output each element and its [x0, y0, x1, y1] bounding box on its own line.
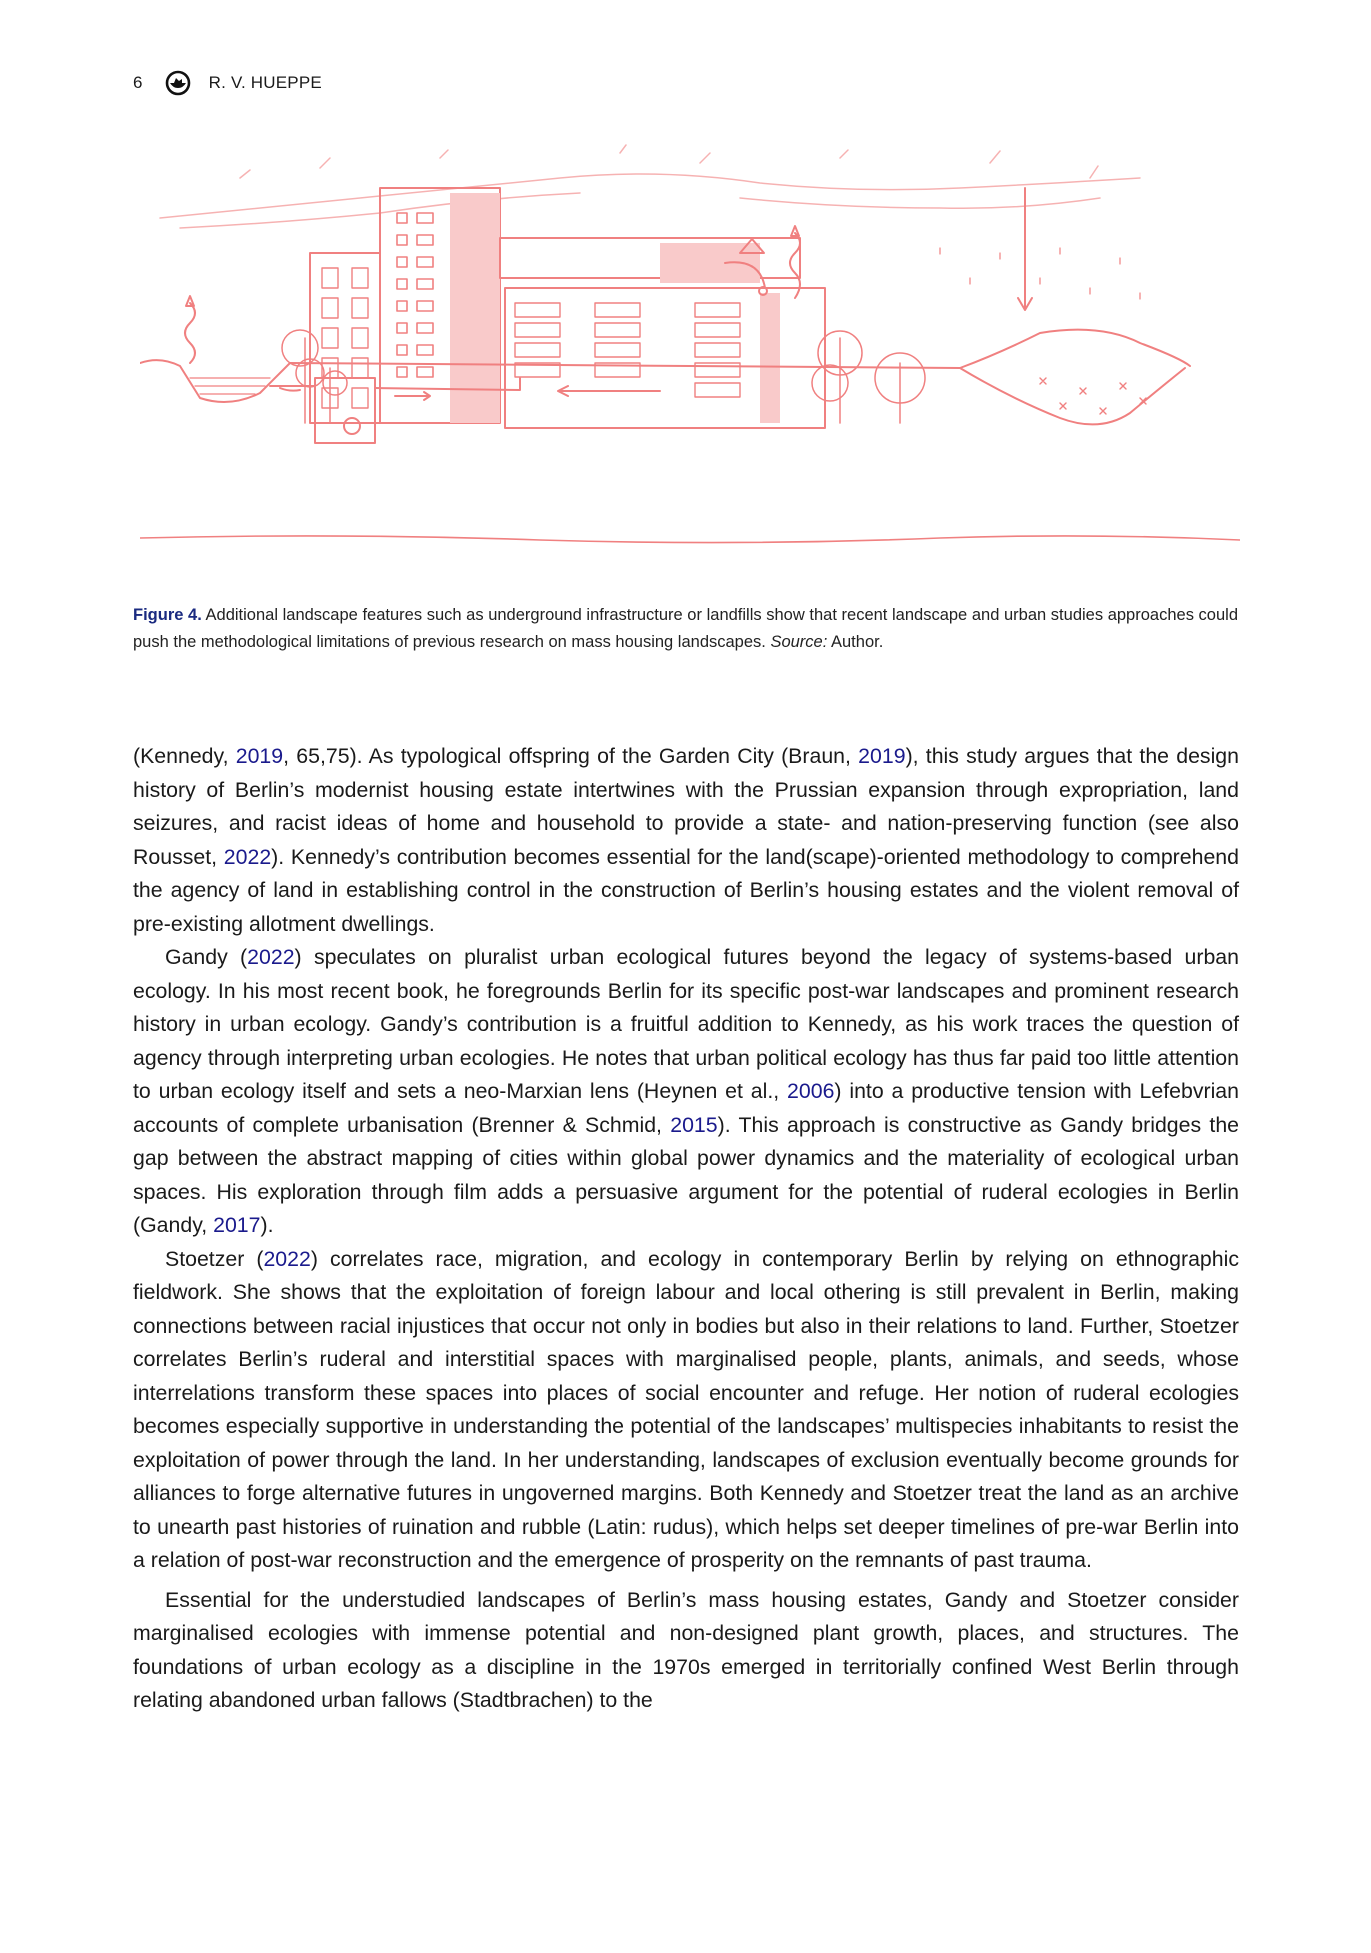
text-run: Essential for the understudied landscapes of Berlin’s mass housing estates, Gandy and Stoetzer consider marginalised ecologies with immense potential and non-designed plant growth, places, and structures. The foundations of urban ecology as a discipline in the 1970s emerged in territorially confined West Berlin through relating abandoned urban fallows (Stadtbrachen) to the	[133, 1587, 1239, 1712]
figure-caption-text: Additional landscape features such as underground infrastructure or landfills show that recent landscape and urban studies approaches could push the methodological limitations of previous research on mass housing landscapes.	[133, 606, 1239, 651]
text-run: ).	[260, 1213, 274, 1237]
body-text	[133, 740, 1239, 1718]
running-head	[133, 70, 322, 96]
citation-link-rousset-2022[interactable]: 2022	[223, 844, 272, 869]
source-label: Source:	[770, 633, 828, 651]
citation-link-gandy-2017[interactable]: 2017	[213, 1213, 261, 1237]
running-head-author: R. V. HUEPPE	[208, 73, 322, 92]
citation-link-heynen-2006[interactable]: 2006	[787, 1079, 835, 1103]
text-run: , 65,75). As typological offspring of the Garden City (Braun,	[283, 744, 859, 768]
citation-link-gandy-2022[interactable]: 2022	[247, 945, 295, 969]
text-run: ) into a productive tension with Lefebvrian accounts of complete urbanisation (Brenner & Schmid,	[133, 1079, 1239, 1137]
text-run: (Kennedy,	[133, 744, 236, 768]
text-run: Stoetzer (	[165, 1246, 264, 1271]
paragraph-3	[133, 1243, 1239, 1578]
text-run: Gandy (	[165, 945, 248, 969]
landscape-sketch-illustration	[140, 138, 1240, 568]
paragraph-2	[133, 941, 1239, 1243]
page-number: 6	[133, 73, 143, 92]
paragraph-4	[133, 1584, 1239, 1718]
citation-link-braun-2019[interactable]: 2019	[858, 744, 906, 768]
publisher-logo-icon	[165, 70, 191, 96]
figure-label: Figure 4.	[133, 606, 202, 624]
text-run: ). Kennedy’s contribution becomes essential for the land(scape)-oriented methodology to comprehend the agency of land in establishing control in the construction of Berlin’s housing estates and the violent removal of pre-existing allotment dwellings.	[133, 844, 1239, 936]
figure-4-drawing	[140, 138, 1240, 568]
text-run: ) speculates on pluralist urban ecological futures beyond the legacy of systems-based urban ecology. In his most recent book, he foregrounds Berlin for its specific post-war landscapes and prominent research history in urban ecology. Gandy’s contribution is a fruitful addition to Kennedy, as his work traces the question of agency through interpreting urban ecologies. He notes that urban political ecology has thus far paid too little attention to urban ecology itself and sets a neo-Marxian lens (Heynen et al.,	[133, 945, 1239, 1103]
citation-link-stoetzer-2022[interactable]: 2022	[263, 1246, 311, 1271]
source-value: Author.	[827, 633, 884, 651]
text-run: ). This approach is constructive as Gandy bridges the gap between the abstract mapping of cities within global power dynamics and the materiality of ecological urban spaces. His exploration through film adds a persuasive argument for the potential of ruderal ecologies in Berlin (Gandy,	[133, 1112, 1240, 1237]
citation-link-kennedy-2019[interactable]: 2019	[235, 744, 284, 768]
text-run: ) correlates race, migration, and ecology in contemporary Berlin by relying on ethnographic fieldwork. She shows that the exploitation of foreign labour and local othering is still prevalent in Berlin, making connections between racial injustices that occur not only in bodies but also in their relations to land. Further, Stoetzer correlates Berlin’s ruderal and interstitial spaces with marginalised people, plants, animals, and seeds, whose interrelations transform these spaces into places of social encounter and refuge. Her notion of ruderal ecologies becomes especially supportive in understanding the potential of the landscapes’ multispecies inhabitants to resist the exploitation of power through the land. In her understanding, landscapes of exclusion eventually become grounds for alliances to forge alternative futures in ungoverned margins. Both Kennedy and Stoetzer treat the land as an archive to unearth past histories of ruination and rubble (Latin: rudus), which helps set deeper timelines of pre-war Berlin into a relation of post-war reconstruction and the emergence of prosperity on the remnants of past trauma.	[133, 1246, 1239, 1572]
citation-link-brenner-schmid-2015[interactable]: 2015	[670, 1112, 718, 1137]
text-run: ), this study argues that the design history of Berlin’s modernist housing estate intertwines with the Prussian expansion through expropriation, land seizures, and racist ideas of home and household to provide a state- and nation-preserving function (see also Rousset,	[133, 744, 1239, 869]
figure-caption	[133, 602, 1238, 656]
paragraph-1	[133, 740, 1239, 941]
